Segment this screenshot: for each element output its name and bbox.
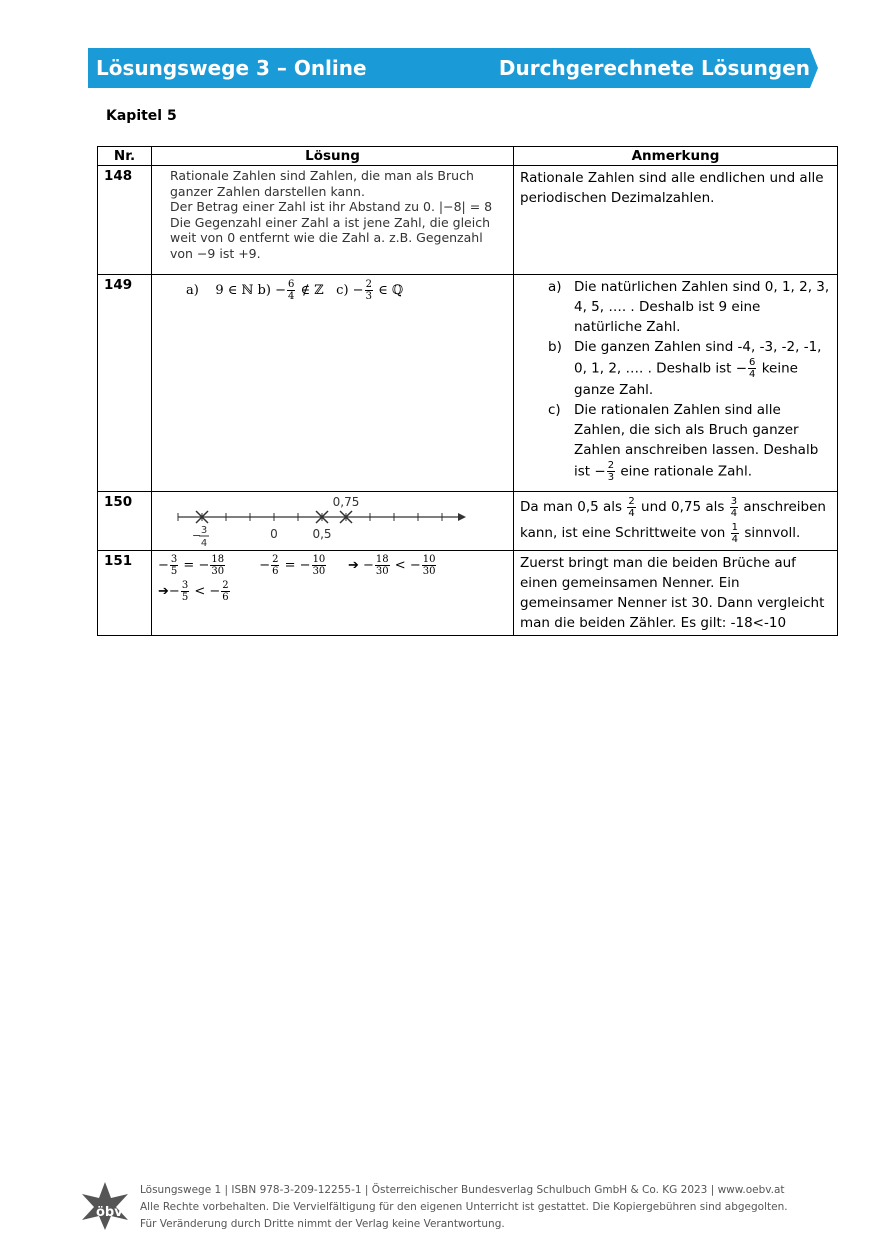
note-text: und 0,75 als — [641, 499, 725, 515]
solution-line: ganzer Zahlen darstellen kann. — [170, 183, 365, 199]
fraction — [607, 460, 615, 483]
footer-line: Für Veränderung durch Dritte nimmt der Verlag keine Verantwortung. — [140, 1218, 505, 1230]
relation-c: ∈ ℚ — [378, 283, 404, 298]
table-row — [98, 166, 838, 275]
solution-line: von −9 ist +9. — [170, 245, 261, 261]
fraction — [170, 554, 178, 577]
numerator: 2 — [628, 495, 635, 507]
denominator: 4 — [628, 507, 635, 519]
row-nr: 151 — [98, 551, 152, 636]
number-line-arrow — [458, 513, 466, 521]
arrow-icon: ➔ — [347, 558, 359, 573]
list-text: keine ganze Zahl. — [574, 360, 798, 398]
solution-line: Rationale Zahlen sind Zahlen, die man als Bruch — [170, 168, 474, 183]
fraction — [731, 522, 739, 545]
row-solution — [152, 275, 514, 492]
fraction — [748, 357, 756, 380]
banner-right-title: Durchgerechnete Lösungen — [498, 56, 810, 80]
list-text: eine rationale Zahl. — [620, 463, 752, 480]
minus-sign: − — [299, 558, 311, 573]
numerator: 3 — [730, 495, 738, 507]
table-header-row — [98, 147, 838, 166]
fraction — [271, 554, 279, 577]
row-note: Zuerst bringt man die beiden Brüche auf einen gemeinsamen Nenner. Ein gemeinsamer Nenner ist 30. Dann vergleicht man die beiden Zähler. Es gilt: -18<-10 — [514, 551, 838, 636]
row-solution — [152, 166, 514, 275]
denominator: 6 — [272, 566, 279, 577]
fraction — [730, 496, 738, 519]
note-text: anschreiben kann, ist eine Schrittweite von — [520, 499, 826, 541]
header-nr: Nr. — [98, 147, 152, 166]
minus-sign: − — [409, 558, 421, 573]
numerator: 2 — [222, 580, 229, 591]
denominator: 4 — [749, 369, 756, 380]
numerator: 2 — [607, 460, 615, 471]
list-label: a) — [548, 279, 562, 295]
denominator: 5 — [170, 566, 178, 577]
sign-c: − — [352, 283, 364, 298]
minus-sign: − — [158, 558, 169, 573]
row-solution — [152, 551, 514, 636]
label-c: c) — [336, 283, 349, 298]
header-anmerkung: Anmerkung — [514, 147, 838, 166]
numerator: 18 — [211, 554, 225, 565]
fraction — [312, 554, 327, 577]
denominator: 5 — [181, 592, 189, 603]
row-note — [514, 275, 838, 492]
note-list — [520, 277, 831, 483]
list-text: Die natürlichen Zahlen sind 0, 1, 2, 3, 4, 5, …. . Deshalb ist 9 eine natürliche Zahl. — [574, 279, 830, 335]
fraction — [287, 279, 295, 302]
numerator: 10 — [312, 554, 326, 565]
solution-math-151-line1 — [158, 553, 507, 579]
numerator: 6 — [749, 357, 756, 368]
solution-math-151-line2 — [158, 579, 507, 605]
table-row — [98, 275, 838, 492]
expr-1 — [158, 554, 230, 577]
list-text: Die rationalen Zahlen sind alle Zahlen, die sich als Bruch ganzer Zahlen anschreiben lassen. Deshalb ist − — [574, 402, 819, 480]
fraction — [375, 554, 390, 577]
expr-3 — [347, 554, 438, 577]
list-text: Die ganzen Zahlen sind -4, -3, -2, -1, 0, 1, 2, …. . Deshalb ist − — [574, 339, 822, 377]
row-note — [514, 492, 838, 551]
numerator: 10 — [422, 554, 436, 565]
solution-line: Die Gegenzahl einer Zahl a ist jene Zahl, die gleich — [170, 214, 491, 230]
equals-sign: = — [284, 558, 296, 573]
minus-sign: − — [198, 558, 210, 573]
fraction — [422, 554, 437, 577]
banner-left-title: Lösungswege 3 – Online — [96, 56, 367, 80]
row-nr: 149 — [98, 275, 152, 492]
table-row — [98, 492, 838, 551]
list-item — [520, 277, 831, 337]
numerator: 6 — [288, 279, 295, 290]
numerator: 18 — [375, 554, 389, 565]
label-zero: 0 — [270, 527, 278, 541]
expr-2 — [259, 554, 331, 577]
minus-sign: − — [259, 558, 271, 573]
sign-b: − — [275, 283, 286, 298]
denominator: 30 — [375, 566, 389, 577]
fraction — [181, 580, 189, 603]
fraction — [365, 279, 373, 302]
numerator: 3 — [181, 580, 189, 591]
note-text: sinnvoll. — [744, 525, 801, 541]
numerator: 1 — [731, 521, 739, 533]
denominator: 3 — [365, 291, 372, 302]
fraction — [221, 580, 229, 603]
denominator: 4 — [288, 291, 295, 302]
denominator: 3 — [607, 472, 615, 483]
footer-line: Lösungswege 1 | ISBN 978-3-209-12255-1 | Österreichischer Bundesverlag Schulbuch GmbH & Co. KG 2023 | www.oebv.at — [140, 1184, 785, 1196]
numerator: 2 — [272, 554, 279, 565]
denominator: 4 — [731, 533, 739, 545]
list-item — [520, 337, 831, 400]
label-half: 0,5 — [312, 527, 332, 541]
logo-text: öbv — [96, 1205, 123, 1220]
fraction — [210, 554, 225, 577]
minus-sign: − — [209, 584, 221, 599]
solutions-table — [97, 146, 838, 636]
solution-math-149 — [158, 277, 507, 302]
label-075: 0,75 — [332, 495, 360, 509]
minus-sign: − — [168, 584, 180, 599]
numerator: 3 — [170, 554, 178, 565]
label-a: a) — [186, 283, 199, 298]
number-line — [168, 494, 468, 548]
relation-b: ∉ ℤ — [300, 283, 324, 298]
label-neg-num: 3 — [200, 525, 208, 536]
solution-line: weit von 0 entfernt wie die Zahl a. z.B. Gegenzahl — [170, 230, 483, 245]
less-than-sign: < — [394, 558, 406, 573]
list-item — [520, 400, 831, 483]
denominator: 30 — [211, 566, 225, 577]
solution-line: Der Betrag einer Zahl ist ihr Abstand zu 0. |−8| = 8 — [170, 199, 493, 214]
table-row — [98, 551, 838, 636]
row-note: Rationale Zahlen sind alle endlichen und alle periodischen Dezimalzahlen. — [514, 166, 838, 275]
denominator: 6 — [222, 592, 229, 603]
label-neg-den: 4 — [200, 538, 208, 548]
row-nr: 150 — [98, 492, 152, 551]
footer — [140, 1182, 788, 1233]
list-label: b) — [548, 339, 562, 355]
label-neg-sign: − — [192, 529, 202, 542]
equals-sign: = — [183, 558, 195, 573]
label-b: b) — [257, 283, 271, 298]
header-loesung: Lösung — [152, 147, 514, 166]
denominator: 4 — [730, 507, 738, 519]
expr-a: 9 ∈ ℕ — [215, 283, 254, 298]
numerator: 2 — [365, 279, 372, 290]
denominator: 30 — [312, 566, 326, 577]
list-label: c) — [548, 402, 561, 418]
arrow-icon: ➔ — [158, 584, 169, 599]
note-text: Da man 0,5 als — [520, 499, 623, 515]
row-solution — [152, 492, 514, 551]
scanned-solution-text — [158, 168, 507, 261]
footer-line: Alle Rechte vorbehalten. Die Vervielfältigung für den eigenen Unterricht ist gestattet. Die Kopiergebühren sind abgegolten. — [140, 1201, 788, 1213]
fraction — [627, 496, 635, 519]
less-than-sign: < — [194, 584, 206, 599]
header-banner — [88, 48, 818, 88]
row-nr: 148 — [98, 166, 152, 275]
chapter-title: Kapitel 5 — [106, 108, 177, 124]
minus-sign: − — [363, 558, 374, 573]
denominator: 30 — [422, 566, 436, 577]
